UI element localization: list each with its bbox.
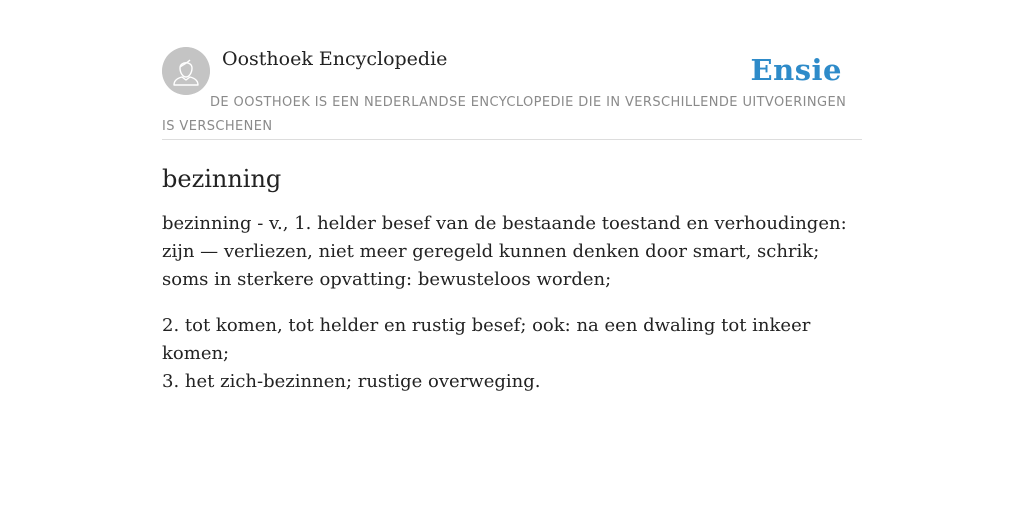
page-container: [162, 46, 862, 414]
definition-paragraph: [162, 312, 862, 396]
definition-line: 3. het zich-bezinnen; rustige overweging.: [162, 371, 541, 392]
source-title[interactable]: Oosthoek Encyclopedie: [222, 48, 448, 70]
entry-title: bezinning: [162, 165, 282, 193]
source-avatar[interactable]: [162, 47, 210, 95]
brand-logo[interactable]: Ensie: [750, 53, 842, 87]
source-description: DE OOSTHOEK IS EEN NEDERLANDSE ENCYCLOPEDIE DIE IN VERSCHILLENDE UITVOERINGEN IS VERSCHENEN: [162, 95, 847, 134]
definition-line: 2. tot komen, tot helder en rustig besef; ook: na een dwaling tot inkeer komen;: [162, 315, 811, 364]
definition-paragraph: bezinning - v., 1. helder besef van de bestaande toestand en verhoudingen: zijn — verliezen, niet meer geregeld kunnen denken door smart, schrik; soms in sterkere opvatting: bewusteloos worden;: [162, 213, 847, 290]
source-header: [162, 46, 862, 140]
entry-body: [162, 210, 862, 396]
user-avatar-icon: [162, 47, 210, 95]
